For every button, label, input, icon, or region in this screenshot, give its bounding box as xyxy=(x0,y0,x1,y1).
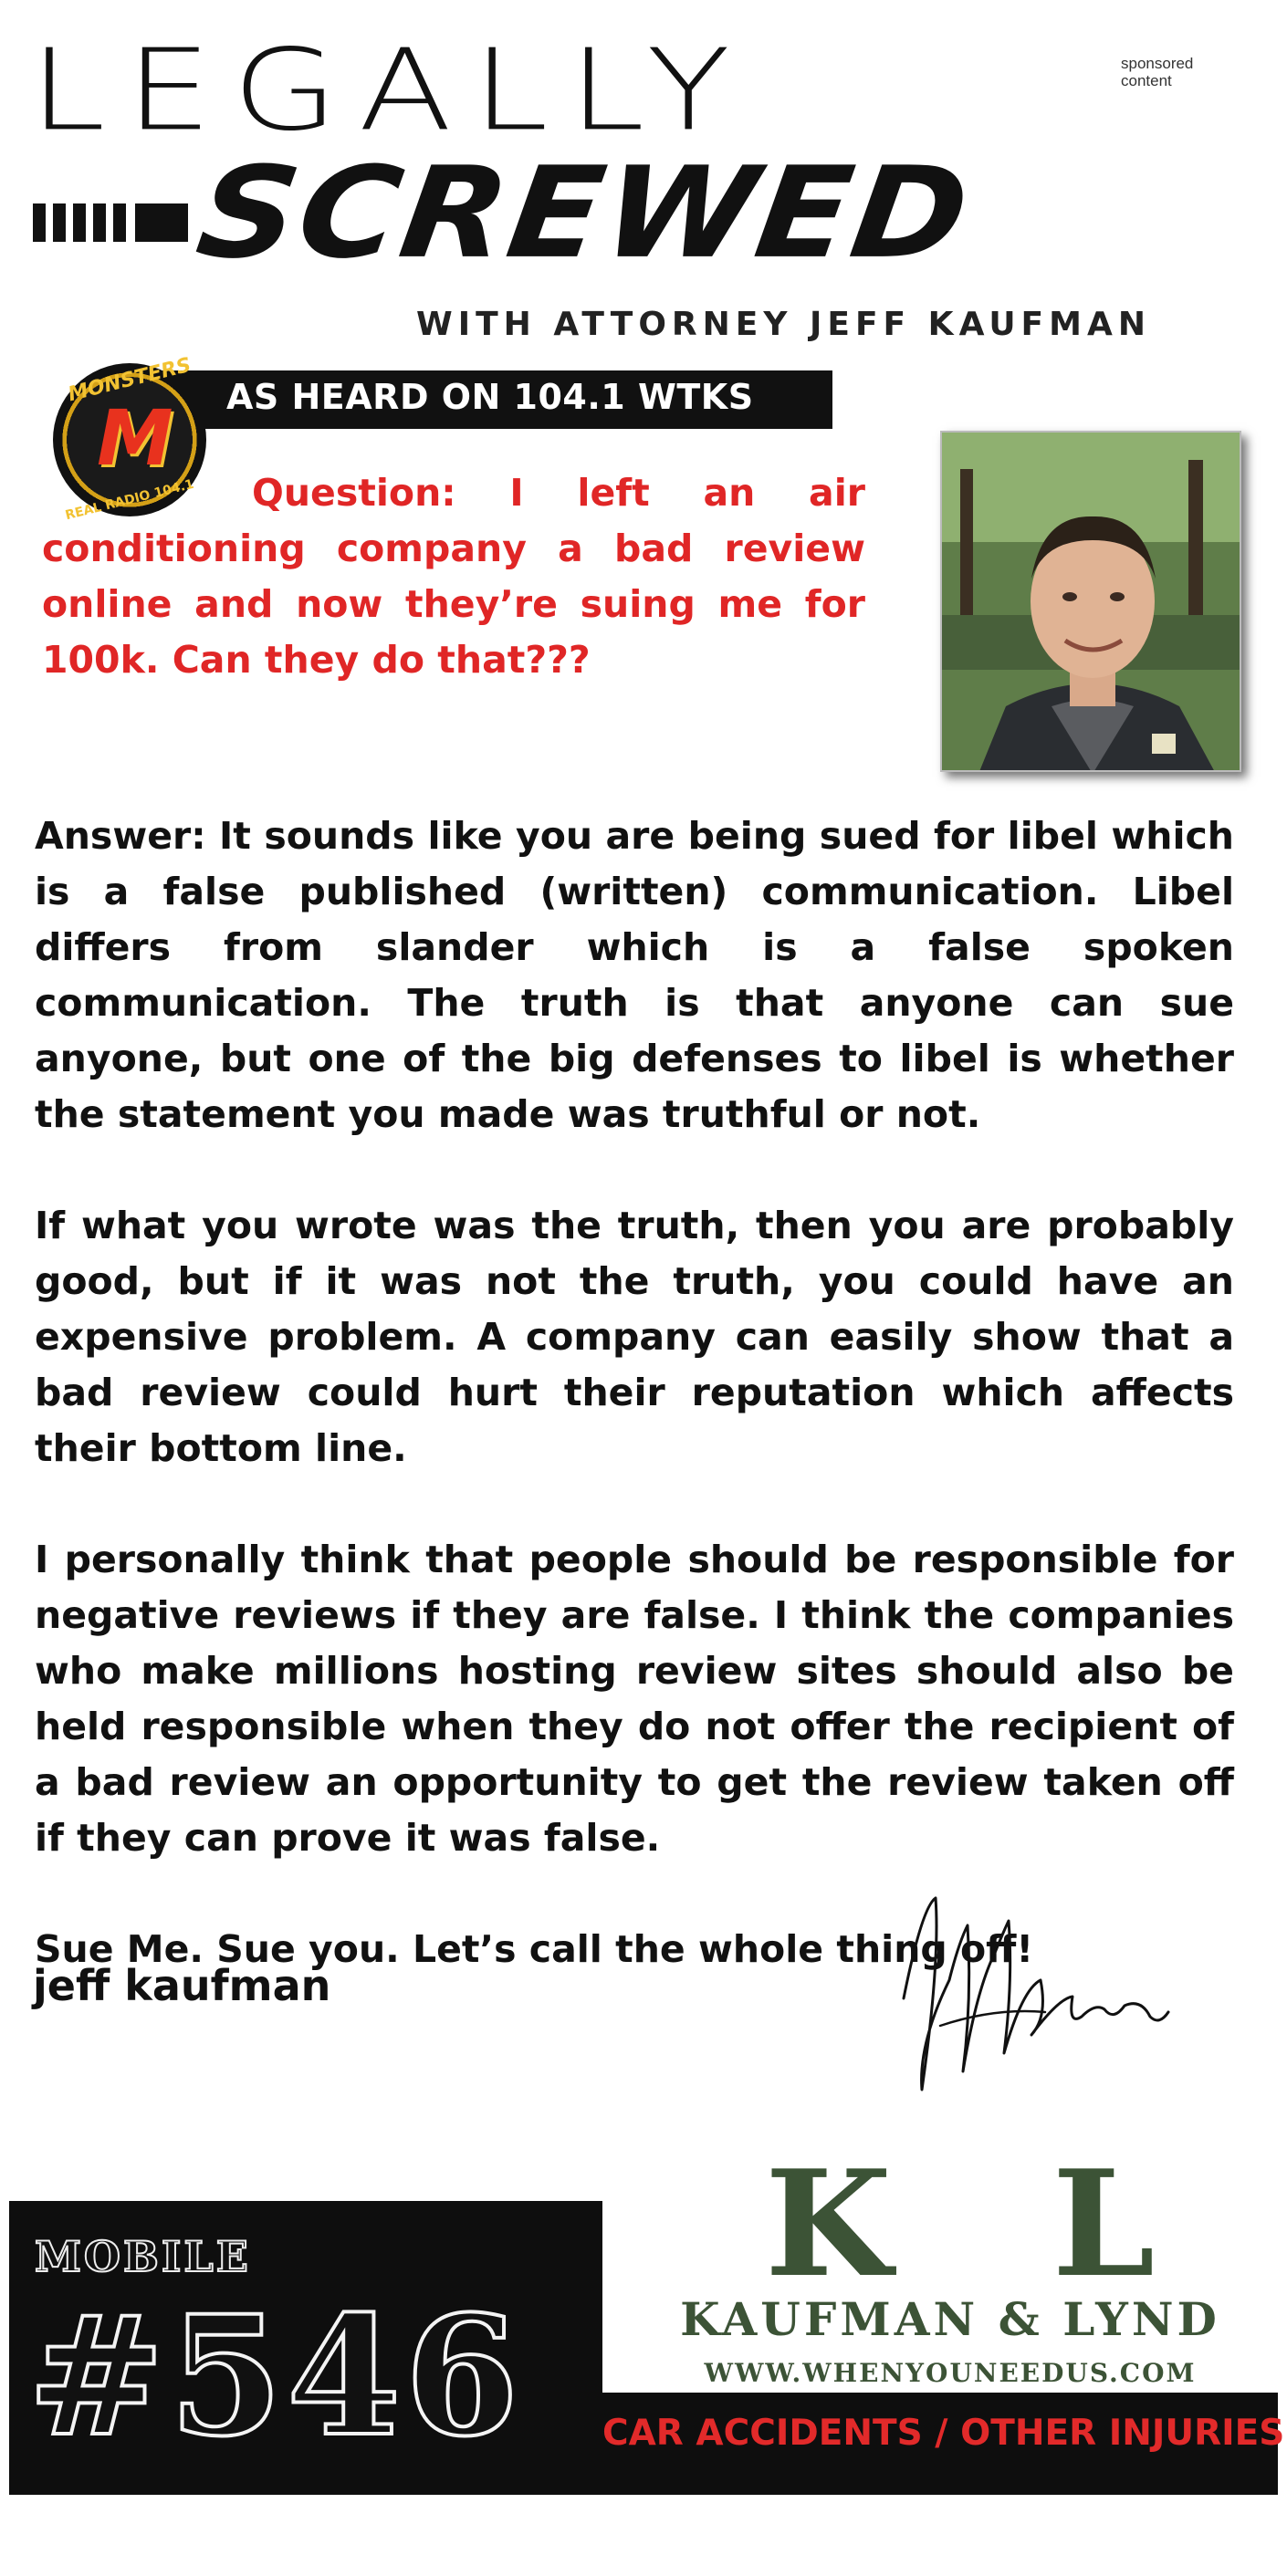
sponsored-line-2: content xyxy=(1121,72,1172,89)
title-screwed: SCREWED xyxy=(189,140,979,287)
attorney-photo xyxy=(940,431,1241,772)
answer-paragraph: If what you wrote was the truth, then you are probably good, but if it was not the truth, you could have an expensive problem. A company can easily show that a bad review could hurt their reputation which affects their bottom line. xyxy=(35,1204,1234,1470)
answer-body xyxy=(35,808,1234,2033)
heard-on-text: AS HEARD ON 104.1 WTKS xyxy=(226,377,754,417)
title-legally: LEGALLY xyxy=(29,26,751,156)
logo-top-text: MONSTERS xyxy=(66,353,194,407)
answer-paragraph: I personally think that people should be responsible for negative reviews if they are false. I think the companies who make millions hosting review sites should also be held responsible when they do not offer the recipient of a bad review an opportunity to get the review taken off if they can prove it was false. xyxy=(35,1538,1234,1860)
firm-name: KAUFMAN & LYND xyxy=(680,2292,1220,2346)
byline: WITH ATTORNEY JEFF KAUFMAN xyxy=(416,306,1151,343)
answer-paragraph: Answer: It sounds like you are being sued for libel which is a false published (written) communication. Libel differs from slander which is a false spoken communication. The truth is that anyone can sue anyone, but one of the big defenses to libel is whether the statement you made was truthful or not. xyxy=(35,814,1234,1136)
logo-bottom-text: REAL RADIO 104.1 xyxy=(63,476,196,524)
answer-closing-line: Sue Me. Sue you. Let’s call the whole thing off! xyxy=(35,1927,1034,1971)
logo-m-letter: M xyxy=(97,393,173,483)
sponsored-content-label xyxy=(1121,55,1193,89)
firm-url: WWW.WHENYOUNEEDUS.COM xyxy=(704,2358,1197,2388)
signoff-name: jeff kaufman xyxy=(33,1961,331,2010)
title-accent-bars xyxy=(33,203,188,242)
firm-tagline: CAR ACCIDENTS / OTHER INJURIES xyxy=(602,2413,1285,2454)
mobile-number: #546 xyxy=(27,2280,523,2473)
handwritten-signature xyxy=(885,1889,1187,2099)
mobile-label: MOBILE xyxy=(35,2232,251,2281)
question-text: Question: I left an air conditioning company a bad review online and now they’re suing me for 100k. Can they do that??? xyxy=(42,471,865,682)
firm-initials-logo: K L xyxy=(765,2138,1210,2310)
sponsored-line-1: sponsored xyxy=(1121,55,1194,72)
